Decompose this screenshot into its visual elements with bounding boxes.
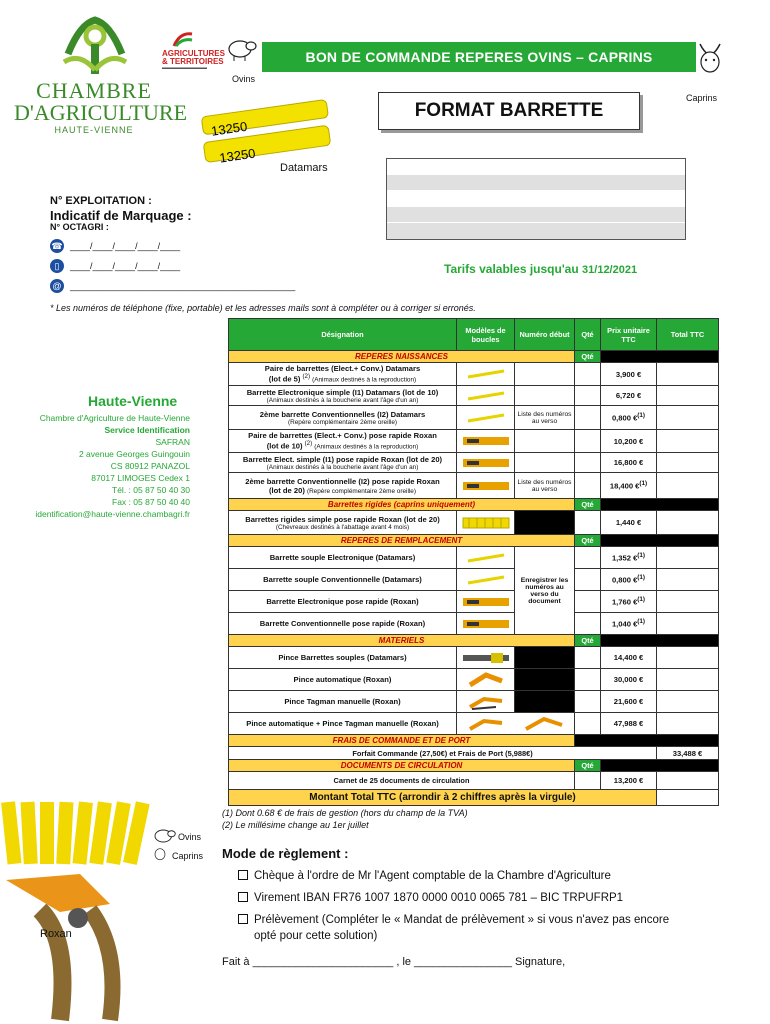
address-block bbox=[18, 412, 190, 520]
frais-designation: Forfait Commande (27,50€) et Frais de Port (5,988€) bbox=[229, 747, 657, 760]
qte-input[interactable] bbox=[575, 453, 601, 473]
numero-cell[interactable] bbox=[515, 363, 575, 386]
table-row bbox=[229, 406, 719, 430]
section-frais bbox=[229, 735, 719, 747]
indicatif-label: Indicatif de Marquage : bbox=[50, 208, 192, 223]
qte-input[interactable] bbox=[575, 511, 601, 535]
tag-image bbox=[464, 411, 508, 425]
prelevement-checkbox[interactable] bbox=[238, 914, 248, 924]
goat-icon bbox=[148, 842, 172, 862]
footnote-ref: (2) bbox=[302, 373, 311, 381]
item-designation: Pince Tagman manuelle (Roxan) bbox=[284, 697, 401, 706]
phone-fixed-field[interactable]: ____/____/____/____/____ bbox=[70, 241, 181, 251]
caprins-label: Caprins bbox=[686, 93, 718, 103]
footnote-ref: (1) bbox=[637, 574, 646, 582]
address-service: Service Identification bbox=[104, 425, 190, 435]
section-circulation bbox=[229, 760, 719, 772]
qte-input[interactable] bbox=[575, 691, 601, 713]
item-designation: 2ème barrette Conventionnelles (I2) Datamars bbox=[259, 409, 426, 419]
email-icon: @ bbox=[50, 279, 64, 293]
item-designation: Pince Barrettes souples (Datamars) bbox=[278, 653, 407, 662]
item-price: 1,352 € bbox=[611, 553, 638, 563]
item-price: 0,800 € bbox=[611, 413, 638, 423]
header-total: Total TTC bbox=[657, 319, 719, 351]
table-row bbox=[229, 772, 719, 790]
tarifs-date: 31/12/2021 bbox=[582, 264, 638, 276]
caprins-label: Caprins bbox=[172, 851, 204, 861]
table-row bbox=[229, 363, 719, 386]
item-designation: 2ème barrette Conventionnelle (I2) pose rapide Roxan bbox=[245, 476, 440, 486]
total-cell[interactable] bbox=[657, 473, 719, 499]
section-materiels bbox=[229, 635, 719, 647]
item-price: 14,400 € bbox=[601, 647, 657, 669]
item-price: 47,988 € bbox=[601, 713, 657, 735]
payment-option-prelevement[interactable] bbox=[238, 913, 738, 928]
circulation-designation: Carnet de 25 documents de circulation bbox=[229, 772, 575, 790]
agricultures-territoires-logo bbox=[162, 30, 228, 71]
tarifs-validity bbox=[444, 262, 637, 276]
table-header-row bbox=[229, 319, 719, 351]
total-cell[interactable] bbox=[657, 547, 719, 569]
section-qte: Qté bbox=[575, 635, 601, 647]
tag-image bbox=[461, 594, 511, 610]
footnote-ref: (1) bbox=[637, 618, 646, 626]
footnote-1: (1) Dont 0.68 € de frais de gestion (hors du champ de la TVA) bbox=[222, 808, 468, 818]
format-title: FORMAT BARRETTE bbox=[378, 92, 640, 130]
total-cell[interactable] bbox=[657, 691, 719, 713]
email-row[interactable] bbox=[50, 278, 350, 294]
item-designation: Barrettes rigides simple pose rapide Roxan (lot de 20) bbox=[245, 514, 440, 524]
item-price: 1,040 € bbox=[611, 619, 638, 629]
total-cell[interactable] bbox=[657, 669, 719, 691]
address-fax: Fax : 05 87 50 40 40 bbox=[112, 497, 190, 507]
address-line: SAFRAN bbox=[155, 437, 190, 447]
sheep-icon bbox=[225, 36, 257, 62]
logo-line-2: D'AGRICULTURE bbox=[14, 100, 188, 125]
contact-note: * Les numéros de téléphone (fixe, portable) et les adresses mails sont à compléter ou à corriger si erronés. bbox=[50, 303, 476, 313]
item-price: 0,800 € bbox=[611, 575, 638, 585]
mobile-phone-icon: ▯ bbox=[50, 259, 64, 273]
item-price: 13,200 € bbox=[601, 772, 657, 790]
qte-input[interactable] bbox=[575, 569, 601, 591]
footnote-ref: (1) bbox=[637, 596, 646, 604]
logo-line-3: HAUTE-VIENNE bbox=[54, 125, 134, 135]
address-line: CS 80912 PANAZOL bbox=[110, 461, 190, 471]
section-title: REPERES NAISSANCES bbox=[229, 351, 575, 363]
address-email[interactable]: identification@haute-vienne.chambagri.fr bbox=[35, 509, 190, 519]
partner-logo-line-2: & TERRITOIRES bbox=[162, 57, 224, 66]
item-price: 21,600 € bbox=[601, 691, 657, 713]
pliers-image bbox=[466, 671, 506, 689]
qte-input[interactable] bbox=[575, 713, 601, 735]
section-title: Barrettes rigides (caprins uniquement) bbox=[229, 499, 575, 511]
organization-logo-text bbox=[14, 78, 188, 135]
virement-checkbox[interactable] bbox=[238, 892, 248, 902]
tag-image bbox=[461, 433, 511, 449]
address-line: 2 avenue Georges Guingouin bbox=[78, 449, 190, 459]
table-row bbox=[229, 591, 719, 613]
section-remplacement bbox=[229, 535, 719, 547]
chambre-agriculture-logo-icon bbox=[60, 14, 130, 80]
total-cell[interactable] bbox=[657, 569, 719, 591]
numero-cell[interactable] bbox=[515, 453, 575, 473]
table-row bbox=[229, 547, 719, 569]
total-cell[interactable] bbox=[657, 772, 719, 790]
tags-and-pliers-photo bbox=[0, 800, 152, 1024]
item-designation: Paire de barrettes (Elect.+ Conv.) Datamars bbox=[264, 364, 421, 374]
payment-mode-title: Mode de règlement : bbox=[222, 846, 349, 861]
phone-mobile-field[interactable]: ____/____/____/____/____ bbox=[70, 261, 181, 271]
item-sub: (Animaux destinés à la reproduction) bbox=[314, 443, 419, 451]
partner-logo-line-1: AGRICULTURES bbox=[162, 49, 225, 58]
item-price: 10,200 € bbox=[601, 430, 657, 453]
header-qte: Qté bbox=[575, 319, 601, 351]
qte-input[interactable] bbox=[575, 363, 601, 386]
item-sub: (Animaux destinés à la boucherie avant l'âge d'un an) bbox=[266, 463, 419, 471]
footnote-ref: (1) bbox=[639, 480, 648, 488]
total-cell[interactable] bbox=[657, 430, 719, 453]
tag-number-bottom: 13250 bbox=[218, 145, 257, 166]
section-title: DOCUMENTS DE CIRCULATION bbox=[229, 760, 575, 772]
item-lot: (lot de 5) bbox=[268, 374, 301, 384]
item-lot: (lot de 10) bbox=[266, 441, 303, 451]
item-price: 18,400 € bbox=[609, 481, 640, 491]
tag-image bbox=[464, 551, 508, 565]
numero-note: Liste des numéros au verso bbox=[515, 473, 575, 499]
payment-option-virement[interactable] bbox=[238, 891, 738, 906]
section-title: REPERES DE REMPLACEMENT bbox=[229, 535, 575, 547]
address-title: Haute-Vienne bbox=[88, 393, 178, 409]
item-designation: Barrette Electronique simple (I1) Datamars (lot de 10) bbox=[246, 387, 439, 397]
item-sub: (Animaux destinés à la reproduction) bbox=[312, 376, 417, 384]
item-price: 30,000 € bbox=[601, 669, 657, 691]
pliers-image bbox=[466, 693, 506, 711]
item-price: 1,760 € bbox=[611, 597, 638, 607]
phone-fixed-row[interactable] bbox=[50, 238, 230, 254]
total-cell[interactable] bbox=[657, 406, 719, 430]
item-lot: (lot de 20) bbox=[269, 485, 305, 495]
order-table bbox=[228, 318, 719, 806]
qte-input[interactable] bbox=[575, 547, 601, 569]
item-designation: Paire de barrettes (Elect.+ Conv.) pose rapide Roxan bbox=[248, 431, 437, 441]
grand-total-cell[interactable] bbox=[657, 790, 719, 806]
qte-input[interactable] bbox=[575, 591, 601, 613]
section-qte: Qté bbox=[575, 351, 601, 363]
item-sub: (Animaux destinés à la boucherie avant l'âge d'un an) bbox=[266, 396, 419, 404]
item-sub: (Chevreaux destinés à l'abattage avant 4 mois) bbox=[275, 523, 410, 531]
partner-logo-icon bbox=[172, 30, 194, 48]
tag-image bbox=[461, 515, 511, 531]
total-cell[interactable] bbox=[657, 591, 719, 613]
roxan-label: Roxan bbox=[40, 928, 72, 940]
tag-image bbox=[464, 367, 508, 381]
footnote-2: (2) Le millésime change au 1er juillet bbox=[222, 820, 369, 830]
item-designation: Barrette souple Electronique (Datamars) bbox=[269, 553, 416, 562]
pliers-image bbox=[466, 715, 566, 733]
remplacement-note: Enregistrer les numéros au verso du document bbox=[515, 547, 575, 635]
header-designation: Désignation bbox=[229, 319, 457, 351]
item-designation: Barrette Elect. simple (I1) pose rapide Roxan (lot de 20) bbox=[242, 454, 443, 464]
item-designation: Barrette Electronique pose rapide (Roxan) bbox=[266, 597, 419, 606]
phone-icon: ☎ bbox=[50, 239, 64, 253]
qte-input[interactable] bbox=[575, 647, 601, 669]
ovins-label: Ovins bbox=[178, 832, 202, 842]
logo-line-1: CHAMBRE bbox=[36, 78, 152, 103]
footnote-ref: (1) bbox=[637, 552, 646, 560]
title-banner: BON DE COMMANDE REPERES OVINS – CAPRINS bbox=[262, 42, 696, 72]
table-row bbox=[229, 647, 719, 669]
table-row bbox=[229, 569, 719, 591]
address-org: Chambre d'Agriculture de Haute-Vienne bbox=[39, 413, 190, 423]
section-title: FRAIS DE COMMANDE ET DE PORT bbox=[229, 735, 575, 747]
section-qte: Qté bbox=[575, 499, 601, 511]
item-price: 3,900 € bbox=[601, 363, 657, 386]
total-cell[interactable] bbox=[657, 613, 719, 635]
octagri-label: N° OCTAGRI : bbox=[50, 222, 109, 232]
frais-total: 33,488 € bbox=[657, 747, 719, 760]
item-sub: (Repère complémentaire 2ème oreille) bbox=[306, 487, 416, 495]
numero-cell[interactable] bbox=[515, 386, 575, 406]
qte-input[interactable] bbox=[575, 772, 601, 790]
pliers-image bbox=[461, 650, 511, 666]
qte-input[interactable] bbox=[575, 613, 601, 635]
partner-logo-subtext: ▬▬▬▬▬▬▬▬▬ bbox=[162, 65, 207, 71]
table-row bbox=[229, 511, 719, 535]
table-row bbox=[229, 747, 719, 760]
table-row bbox=[229, 691, 719, 713]
payment-option-cheque[interactable] bbox=[238, 869, 738, 884]
section-title: MATERIELS bbox=[229, 635, 575, 647]
qte-input[interactable] bbox=[575, 669, 601, 691]
signature-line[interactable]: Fait à _______________________ , le ________________ Signature, bbox=[222, 956, 566, 968]
item-price: 1,440 € bbox=[601, 511, 657, 535]
total-cell[interactable] bbox=[657, 453, 719, 473]
table-row bbox=[229, 713, 719, 735]
exploitation-label: N° EXPLOITATION : bbox=[50, 195, 152, 207]
tag-number-top: 13250 bbox=[210, 118, 249, 139]
total-label: Montant Total TTC (arrondir à 2 chiffres après la virgule) bbox=[229, 790, 657, 806]
total-cell[interactable] bbox=[657, 713, 719, 735]
table-row bbox=[229, 613, 719, 635]
ovins-label: Ovins bbox=[232, 74, 256, 84]
tag-image bbox=[461, 616, 511, 632]
qte-input[interactable] bbox=[575, 473, 601, 499]
footnote-ref: (1) bbox=[637, 412, 646, 420]
tarifs-label: Tarifs valables jusqu'au bbox=[444, 262, 579, 276]
item-designation: Barrette Conventionnelle pose rapide (Roxan) bbox=[259, 619, 426, 628]
section-naissances bbox=[229, 351, 719, 363]
qte-input[interactable] bbox=[575, 386, 601, 406]
table-row bbox=[229, 669, 719, 691]
payment-option-label: Chèque à l'ordre de Mr l'Agent comptable de la Chambre d'Agriculture bbox=[254, 870, 611, 882]
numero-cell[interactable] bbox=[515, 430, 575, 453]
header-numero: Numéro début bbox=[515, 319, 575, 351]
item-price: 16,800 € bbox=[601, 453, 657, 473]
qte-input[interactable] bbox=[575, 406, 601, 430]
item-designation: Barrette souple Conventionnelle (Datamars) bbox=[263, 575, 422, 584]
total-cell[interactable] bbox=[657, 647, 719, 669]
total-row bbox=[229, 790, 719, 806]
total-cell[interactable] bbox=[657, 363, 719, 386]
address-line: 87017 LIMOGES Cedex 1 bbox=[91, 473, 190, 483]
item-sub: (Repère complémentaire 2ème oreille) bbox=[287, 418, 398, 426]
header-modeles: Modèles de boucles bbox=[457, 319, 515, 351]
email-field[interactable]: _____________________________________________ bbox=[70, 281, 296, 291]
total-cell[interactable] bbox=[657, 511, 719, 535]
datamars-label: Datamars bbox=[280, 162, 328, 174]
exploitation-fields-box[interactable] bbox=[386, 158, 686, 240]
table-row bbox=[229, 386, 719, 406]
section-rigides bbox=[229, 499, 719, 511]
item-designation: Pince automatique + Pince Tagman manuelle (Roxan) bbox=[246, 719, 439, 728]
tag-image bbox=[461, 478, 511, 494]
table-row bbox=[229, 473, 719, 499]
section-qte: Qté bbox=[575, 535, 601, 547]
address-phone: Tél. : 05 87 50 40 30 bbox=[112, 485, 190, 495]
item-price: 6,720 € bbox=[601, 386, 657, 406]
total-cell[interactable] bbox=[657, 386, 719, 406]
section-qte: Qté bbox=[575, 760, 601, 772]
qte-input[interactable] bbox=[575, 430, 601, 453]
payment-option-label: Virement IBAN FR76 1007 1870 0000 0010 0065 781 – BIC TRPUFRP1 bbox=[254, 892, 624, 904]
tag-image bbox=[464, 389, 508, 403]
phone-mobile-row[interactable] bbox=[50, 258, 230, 274]
payment-option-label-cont: opté pour cette solution) bbox=[254, 930, 378, 942]
table-row bbox=[229, 453, 719, 473]
footnote-ref: (2) bbox=[304, 440, 313, 448]
table-row bbox=[229, 430, 719, 453]
item-designation: Pince automatique (Roxan) bbox=[293, 675, 392, 684]
numero-note: Liste des numéros au verso bbox=[515, 406, 575, 430]
payment-option-label: Prélèvement (Compléter le « Mandat de prélèvement » si vous n'avez pas encore bbox=[254, 914, 670, 926]
tag-image bbox=[461, 455, 511, 471]
goat-icon bbox=[694, 40, 726, 76]
cheque-checkbox[interactable] bbox=[238, 870, 248, 880]
header-prix: Prix unitaire TTC bbox=[601, 319, 657, 351]
tag-image bbox=[464, 573, 508, 587]
